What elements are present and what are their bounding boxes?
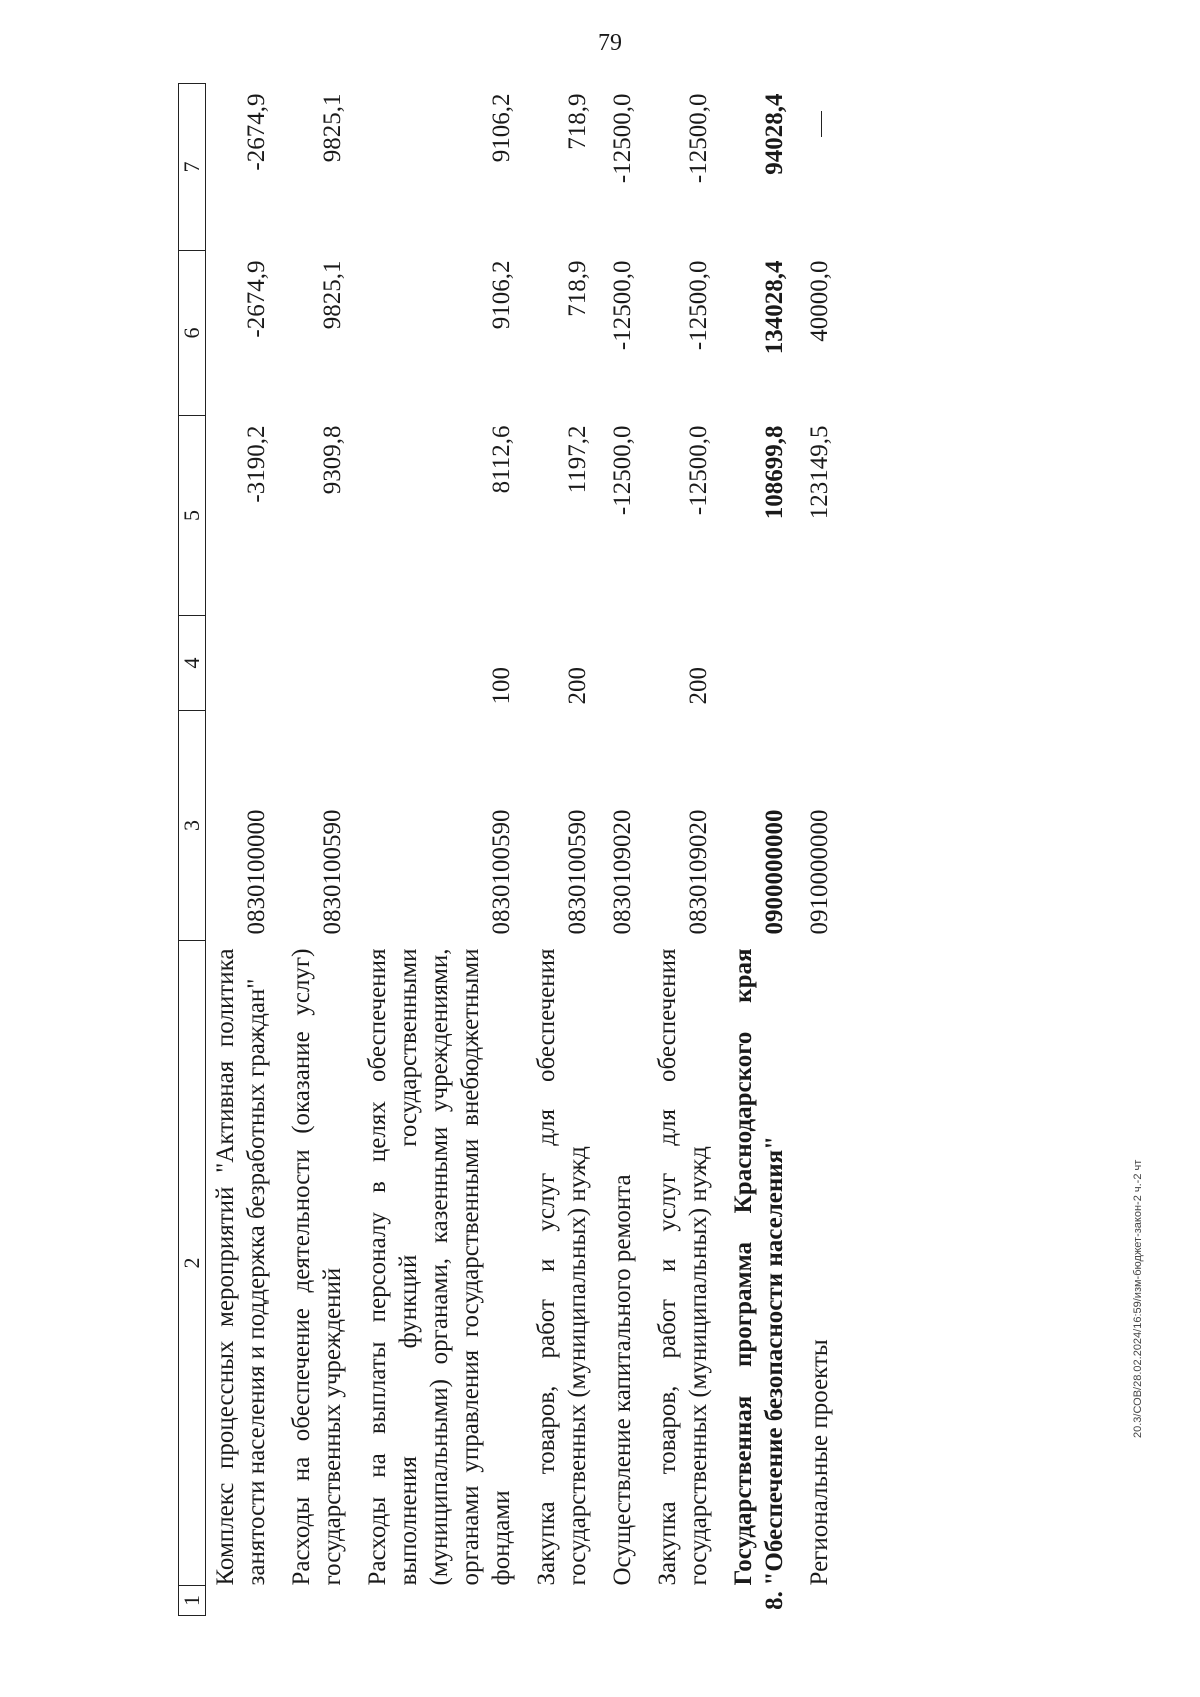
row-amount-col6: -2674,9 (243, 260, 270, 338)
row-description: Государственная программа Краснодарского края "Обеспечение безопасности населения" (730, 948, 788, 1586)
row-amount-col6: 9825,1 (319, 260, 346, 330)
row-target-code: 0830100590 (319, 809, 346, 935)
row-amount-col7: 9106,2 (488, 93, 515, 163)
table-row (652, 84, 728, 1616)
table-row (286, 84, 362, 1616)
row-amount-col7: 94028,4 (761, 93, 788, 175)
row-description: Комплекс процессных мероприятий "Активная политика занятости населения и поддержка безработных граждан" (212, 948, 270, 1586)
row-number (206, 1586, 287, 1616)
row-description: Осуществление капитального ремонта (609, 1174, 636, 1586)
row-amount-col6: 9106,2 (488, 260, 515, 330)
row-expense-type (286, 616, 362, 711)
row-expense-type (607, 616, 652, 711)
row-amount-col6: -12500,0 (609, 260, 636, 351)
row-number (286, 1586, 362, 1616)
table-row (362, 84, 531, 1616)
table-row (531, 84, 607, 1616)
row-description: Региональные проекты (806, 1339, 833, 1586)
row-amount-col7: -12500,0 (609, 93, 636, 184)
table-row (728, 84, 804, 1616)
budget-table (178, 83, 849, 1616)
footer-file-note: 20.3/СОВ/28.02.2024/16:59/изм-бюджет-закон-2 ч.-2 чт (1132, 1159, 1144, 1438)
header-col-3: 3 (179, 711, 206, 941)
row-expense-type (804, 616, 849, 711)
row-amount-col7 (804, 84, 849, 251)
table-row (804, 84, 849, 1616)
row-number (652, 1586, 728, 1616)
row-expense-type: 200 (685, 667, 712, 705)
empty-value-dash (821, 112, 822, 138)
row-amount-col5: -12500,0 (609, 425, 636, 516)
row-description: Расходы на выплаты персоналу в целях обеспечения выполнения функций государственными (муниципальными) органами, казенными учреждениями, органами управления государственными внебюджетными фондами (364, 948, 515, 1586)
row-description: Расходы на обеспечение деятельности (оказание услуг) государственных учреждений (288, 948, 346, 1586)
row-amount-col7: -2674,9 (243, 93, 270, 171)
row-amount-col5: 9309,8 (319, 425, 346, 495)
header-col-7: 7 (179, 84, 206, 251)
row-number (804, 1586, 849, 1616)
row-number: 8. (761, 1591, 788, 1610)
header-col-5: 5 (179, 416, 206, 616)
row-target-code: 0830109020 (685, 809, 712, 935)
row-number (362, 1586, 531, 1616)
table-row (206, 84, 287, 1616)
row-description: Закупка товаров, работ и услуг для обеспечения государственных (муниципальных) нужд (654, 948, 712, 1586)
row-amount-col6: 718,9 (564, 260, 591, 317)
row-amount-col5: 8112,6 (488, 425, 515, 494)
row-target-code: 0830100000 (243, 809, 270, 935)
row-expense-type (206, 616, 287, 711)
row-target-code: 0910000000 (806, 809, 833, 935)
header-col-4: 4 (179, 616, 206, 711)
row-amount-col6: 40000,0 (806, 260, 833, 342)
row-amount-col5: 123149,5 (806, 425, 833, 520)
row-number (531, 1586, 607, 1616)
row-target-code: 0830100590 (564, 809, 591, 935)
row-amount-col6: 134028,4 (761, 260, 788, 355)
row-expense-type: 100 (488, 667, 515, 705)
row-expense-type: 200 (564, 667, 591, 705)
table-row (607, 84, 652, 1616)
row-amount-col5: 108699,8 (761, 425, 788, 520)
row-amount-col5: -12500,0 (685, 425, 712, 516)
row-expense-type (728, 616, 804, 711)
table-header-row (179, 84, 206, 1616)
budget-table-rotated (178, 84, 1028, 1616)
page-number: 79 (598, 30, 622, 56)
header-col-6: 6 (179, 251, 206, 416)
header-col-1: 1 (179, 1586, 206, 1616)
row-description: Закупка товаров, работ и услуг для обеспечения государственных (муниципальных) нужд (533, 948, 591, 1586)
row-target-code: 0900000000 (761, 809, 788, 935)
row-number (607, 1586, 652, 1616)
row-amount-col7: 718,9 (564, 93, 591, 150)
row-amount-col7: -12500,0 (685, 93, 712, 184)
row-target-code: 0830100590 (488, 809, 515, 935)
row-amount-col5: -3190,2 (243, 425, 270, 503)
row-target-code: 0830109020 (609, 809, 636, 935)
row-amount-col6: -12500,0 (685, 260, 712, 351)
header-col-2: 2 (179, 941, 206, 1586)
row-amount-col7: 9825,1 (319, 93, 346, 163)
row-amount-col5: 1197,2 (564, 425, 591, 494)
